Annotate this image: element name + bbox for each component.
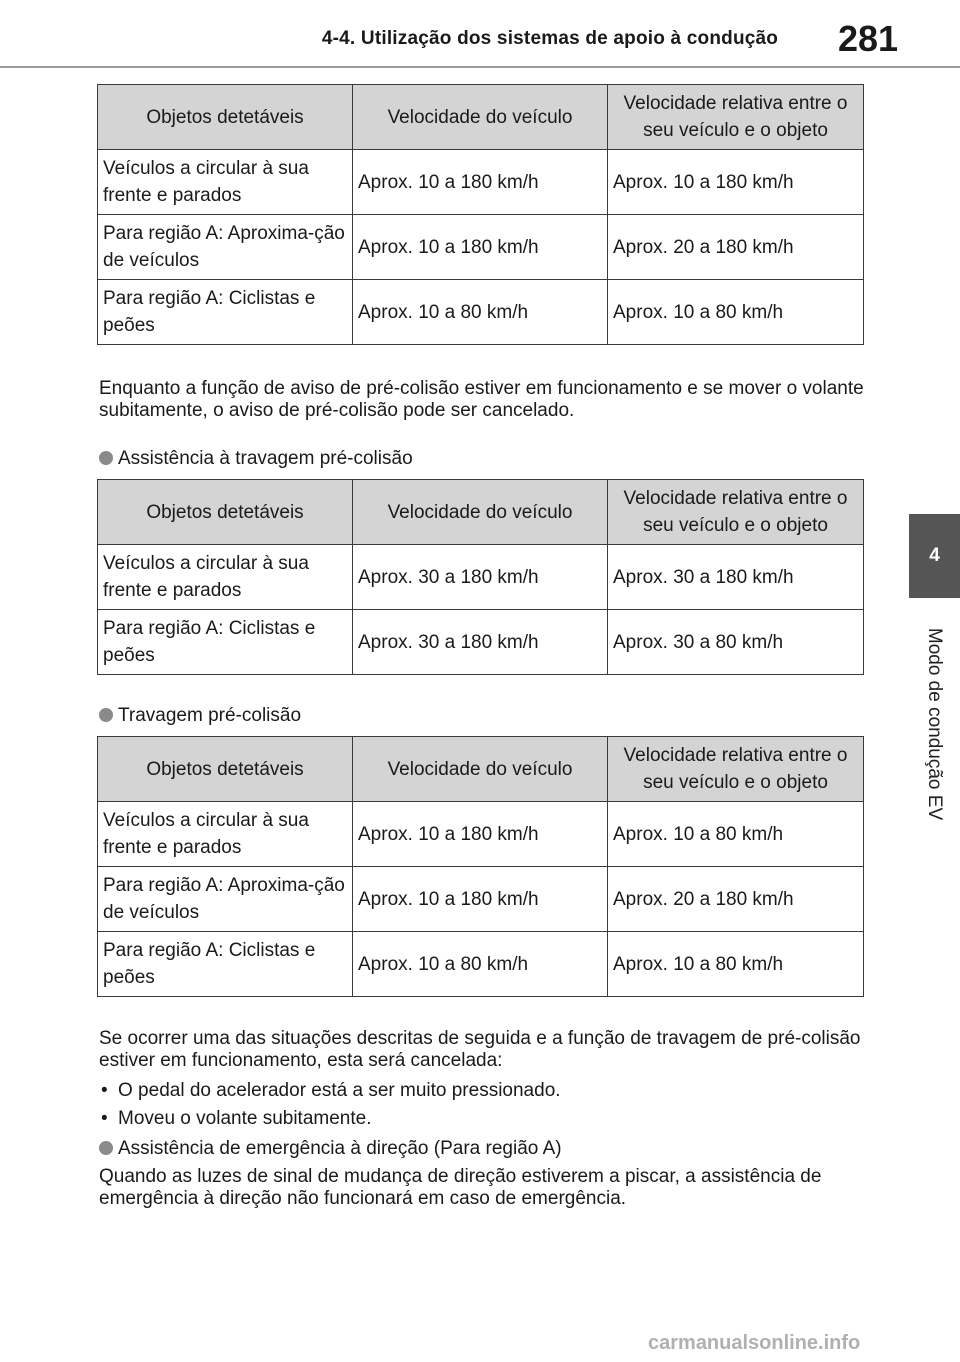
- list-bullet: •: [101, 1108, 108, 1129]
- table-row: [98, 802, 864, 867]
- table-row: [98, 215, 864, 280]
- list-item-text: Moveu o volante subitamente.: [118, 1108, 372, 1129]
- table-cell: Aprox. 10 a 80 km/h: [608, 802, 864, 867]
- header-relative-speed: Velocidade relativa entre o seu veículo e o objeto: [608, 85, 864, 150]
- table-cell: Aprox. 10 a 180 km/h: [353, 802, 608, 867]
- table-header-row: [98, 737, 864, 802]
- bullet-dot-icon: [99, 708, 113, 722]
- table-cell: Para região A: Ciclistas e peões: [98, 610, 353, 675]
- table-header-row: [98, 480, 864, 545]
- chapter-label: Modo de condução EV: [924, 627, 945, 821]
- table-cell: Aprox. 10 a 80 km/h: [353, 932, 608, 997]
- section-heading-brake-assist: [99, 448, 413, 470]
- table-row: [98, 610, 864, 675]
- table-cell: Aprox. 30 a 180 km/h: [353, 545, 608, 610]
- chapter-number: 4: [929, 545, 940, 566]
- header-relative-speed: Velocidade relativa entre o seu veículo e o objeto: [608, 737, 864, 802]
- table-cell: Para região A: Aproxima-ção de veículos: [98, 215, 353, 280]
- brake-assist-speed-table: [97, 479, 864, 675]
- brake-cancel-note: Se ocorrer uma das situações descritas de seguida e a função de travagem de pré-colisão estiver em funcionamento, esta será cancelada:: [99, 1028, 861, 1071]
- table-cell: Veículos a circular à sua frente e parados: [98, 802, 353, 867]
- list-item-text: O pedal do acelerador está a ser muito pressionado.: [118, 1080, 561, 1101]
- header-divider: [0, 66, 960, 68]
- table-cell: Aprox. 10 a 80 km/h: [608, 932, 864, 997]
- header-vehicle-speed: Velocidade do veículo: [353, 480, 608, 545]
- page-number: 281: [838, 18, 899, 59]
- header-detectable-objects: Objetos detetáveis: [98, 737, 353, 802]
- header-detectable-objects: Objetos detetáveis: [98, 480, 353, 545]
- table-row: [98, 545, 864, 610]
- section-heading-pre-collision-brake: [99, 705, 301, 727]
- table-cell: Aprox. 10 a 180 km/h: [608, 150, 864, 215]
- table-row: [98, 867, 864, 932]
- list-item: [101, 1108, 372, 1130]
- table-cell: Aprox. 30 a 80 km/h: [608, 610, 864, 675]
- header-vehicle-speed: Velocidade do veículo: [353, 737, 608, 802]
- section-heading-text: Assistência de emergência à direção (Para região A): [118, 1138, 562, 1159]
- table-cell: Aprox. 10 a 180 km/h: [353, 867, 608, 932]
- table-cell: Veículos a circular à sua frente e parados: [98, 150, 353, 215]
- pre-collision-brake-speed-table: [97, 736, 864, 997]
- header-relative-speed: Velocidade relativa entre o seu veículo e o objeto: [608, 480, 864, 545]
- table-row: [98, 932, 864, 997]
- warning-cancel-note: Enquanto a função de aviso de pré-colisão estiver em funcionamento e se mover o volante subitamente, o aviso de pré-colisão pode ser cancelado.: [99, 378, 864, 421]
- watermark: carmanualsonline.info: [648, 1332, 861, 1354]
- list-bullet: •: [101, 1080, 108, 1101]
- warning-speed-table: [97, 84, 864, 345]
- table-cell: Para região A: Aproxima-ção de veículos: [98, 867, 353, 932]
- table-row: [98, 280, 864, 345]
- bullet-dot-icon: [99, 1141, 113, 1155]
- table-cell: Para região A: Ciclistas e peões: [98, 932, 353, 997]
- table-cell: Aprox. 10 a 80 km/h: [353, 280, 608, 345]
- table-cell: Aprox. 10 a 80 km/h: [608, 280, 864, 345]
- table-row: [98, 150, 864, 215]
- section-title: 4-4. Utilização dos sistemas de apoio à condução: [321, 28, 779, 49]
- table-cell: Aprox. 30 a 180 km/h: [353, 610, 608, 675]
- section-heading-emergency-steering: [99, 1138, 562, 1160]
- list-item: [101, 1080, 561, 1102]
- chapter-tab: [909, 514, 960, 598]
- table-cell: Aprox. 20 a 180 km/h: [608, 215, 864, 280]
- header-vehicle-speed: Velocidade do veículo: [353, 85, 608, 150]
- table-cell: Aprox. 10 a 180 km/h: [353, 215, 608, 280]
- table-cell: Aprox. 20 a 180 km/h: [608, 867, 864, 932]
- table-cell: Veículos a circular à sua frente e parados: [98, 545, 353, 610]
- table-cell: Para região A: Ciclistas e peões: [98, 280, 353, 345]
- header-detectable-objects: Objetos detetáveis: [98, 85, 353, 150]
- bullet-dot-icon: [99, 451, 113, 465]
- section-heading-text: Travagem pré-colisão: [118, 705, 302, 726]
- table-cell: Aprox. 10 a 180 km/h: [353, 150, 608, 215]
- section-heading-text: Assistência à travagem pré-colisão: [118, 448, 413, 469]
- table-cell: Aprox. 30 a 180 km/h: [608, 545, 864, 610]
- emergency-steering-note: Quando as luzes de sinal de mudança de direção estiverem a piscar, a assistência de emergência à direção não funcionará em caso de emergência.: [99, 1166, 822, 1209]
- table-header-row: [98, 85, 864, 150]
